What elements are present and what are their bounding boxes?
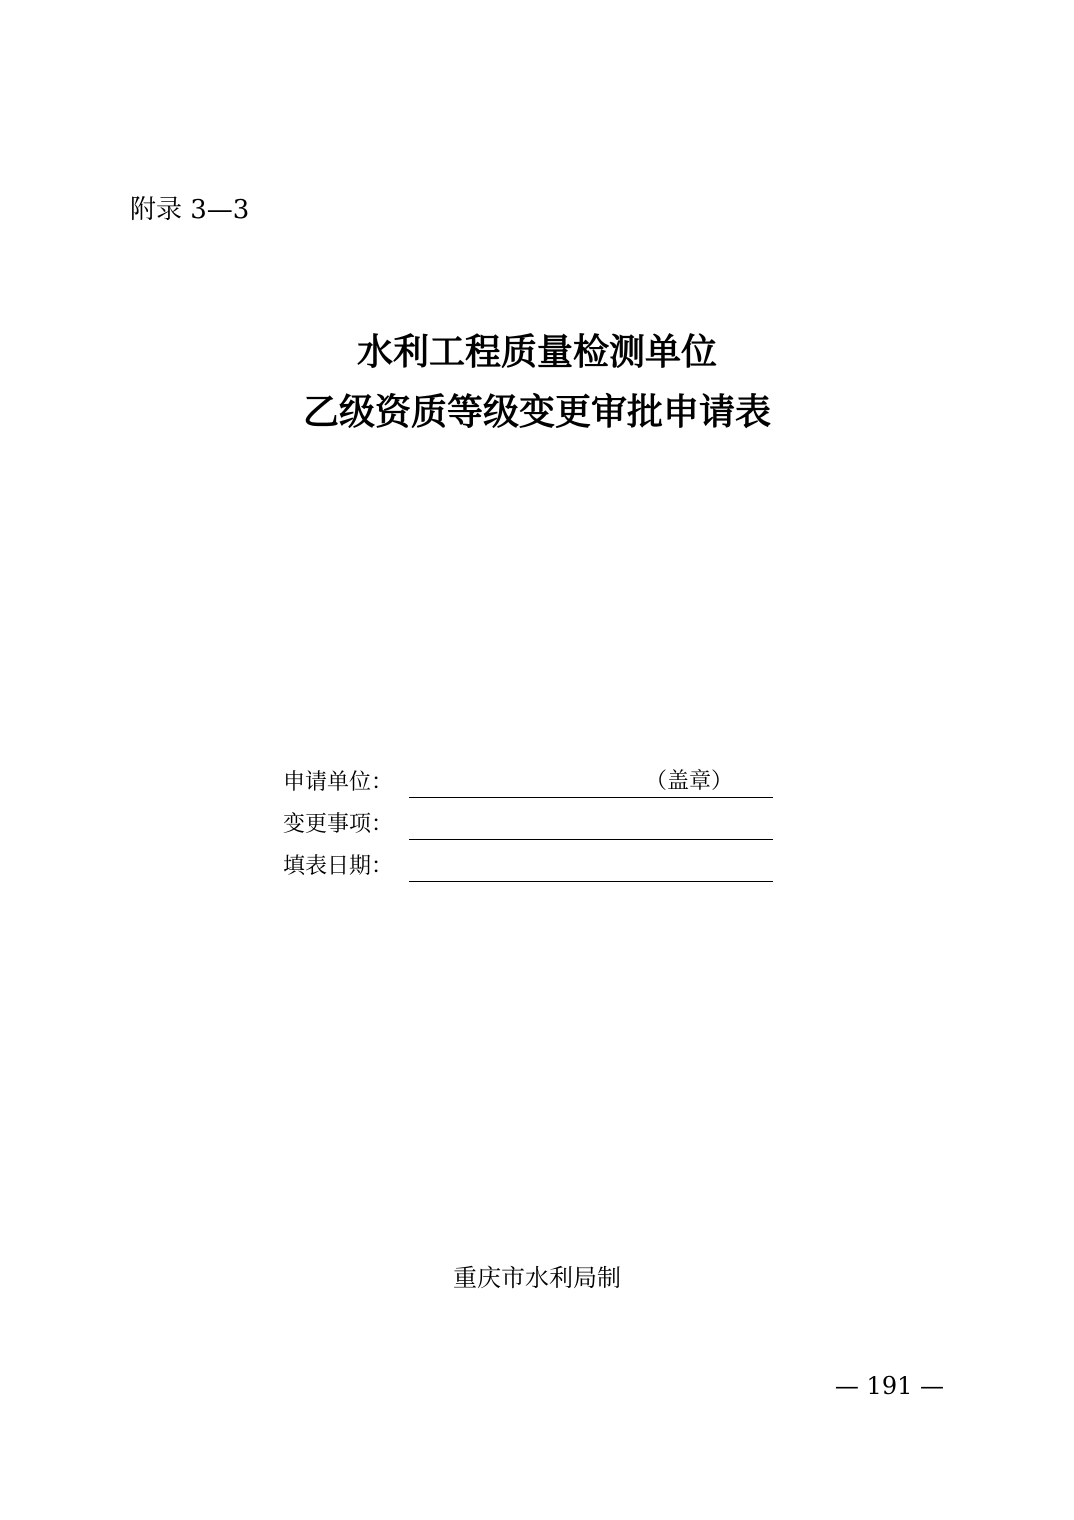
- change-item-label: 变更事项：: [283, 812, 394, 837]
- fill-date-label: 填表日期：: [283, 854, 394, 879]
- issuer: 重庆市水利局制: [453, 1264, 621, 1292]
- title-line-2: 乙级资质等级变更审批申请表: [302, 391, 771, 433]
- document-title: [0, 322, 1074, 442]
- fill-date-field[interactable]: [409, 852, 773, 882]
- appendix-label: 附录 3—3: [130, 195, 250, 225]
- form-row-applicant: [283, 756, 783, 798]
- applicant-label: 申请单位：: [283, 770, 394, 795]
- form-row-change-item: [283, 798, 783, 840]
- applicant-field[interactable]: [409, 768, 773, 798]
- change-item-field[interactable]: [409, 810, 773, 840]
- seal-note: （盖章）: [644, 769, 733, 794]
- application-form: [283, 756, 783, 882]
- form-row-fill-date: [283, 840, 783, 882]
- title-line-1: 水利工程质量检测单位: [356, 331, 717, 373]
- page-number: — 191 —: [834, 1372, 944, 1400]
